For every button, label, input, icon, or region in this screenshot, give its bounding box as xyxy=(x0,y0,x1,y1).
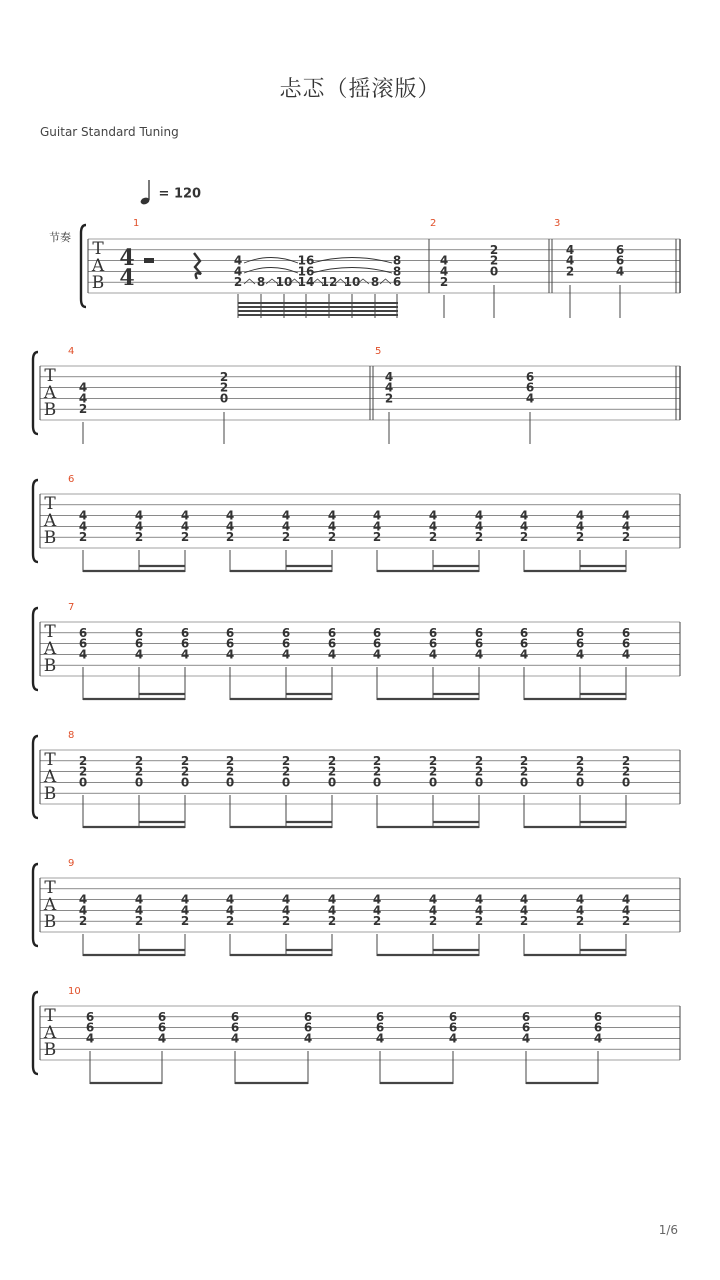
tuning-label: Guitar Standard Tuning xyxy=(40,125,179,139)
fret-number: 6 xyxy=(375,1009,385,1024)
tab-letter: B xyxy=(91,273,105,293)
tie-arc xyxy=(312,268,392,274)
fret-number: 2 xyxy=(575,753,585,768)
tab-letter: A xyxy=(43,895,57,915)
fret-number: 4 xyxy=(327,903,337,918)
fret-number: 4 xyxy=(372,892,382,907)
fret-number: 2 xyxy=(621,914,631,929)
fret-number: 4 xyxy=(621,892,631,907)
fret-number: 4 xyxy=(428,647,438,662)
fret-number: 4 xyxy=(575,519,585,534)
fret-number: 4 xyxy=(225,892,235,907)
fret-number: 0 xyxy=(519,775,529,790)
fret-number: 4 xyxy=(375,1031,385,1046)
fret-number: 2 xyxy=(78,530,88,545)
fret-number: 6 xyxy=(621,636,631,651)
fret-number: 12 xyxy=(320,275,338,290)
measure-number: 1 xyxy=(133,218,140,229)
fret-number: 6 xyxy=(134,625,144,640)
fret-number: 2 xyxy=(78,402,88,417)
fret-number: 2 xyxy=(134,530,144,545)
measure-number: 3 xyxy=(554,218,561,229)
fret-number: 6 xyxy=(575,636,585,651)
fret-number: 10 xyxy=(343,275,361,290)
fret-number: 0 xyxy=(489,264,499,279)
fret-number: 4 xyxy=(448,1031,458,1046)
system-bracket xyxy=(33,352,38,434)
fret-number: 16 xyxy=(297,264,315,279)
fret-number: 6 xyxy=(428,625,438,640)
fret-number: 2 xyxy=(281,530,291,545)
fret-number: 6 xyxy=(180,636,190,651)
slide-mark xyxy=(244,279,255,284)
fret-number: 6 xyxy=(327,636,337,651)
fret-number: 4 xyxy=(575,508,585,523)
fret-number: 4 xyxy=(225,903,235,918)
fret-number: 0 xyxy=(621,775,631,790)
fret-number: 2 xyxy=(519,753,529,768)
tab-letter: T xyxy=(44,366,56,386)
fret-number: 4 xyxy=(621,903,631,918)
tie-arc xyxy=(312,258,392,264)
tab-letter: T xyxy=(92,239,104,259)
fret-number: 4 xyxy=(474,508,484,523)
tab-letter: B xyxy=(43,656,57,676)
fret-number: 0 xyxy=(219,391,229,406)
fret-number: 4 xyxy=(78,519,88,534)
fret-number: 4 xyxy=(384,380,394,395)
fret-number: 4 xyxy=(593,1031,603,1046)
fret-number: 2 xyxy=(327,764,337,779)
fret-number: 6 xyxy=(78,625,88,640)
fret-number: 4 xyxy=(565,242,575,257)
fret-number: 4 xyxy=(157,1031,167,1046)
measure-number: 5 xyxy=(375,346,382,357)
tab-letter: B xyxy=(43,1040,57,1060)
fret-number: 2 xyxy=(621,753,631,768)
fret-number: 2 xyxy=(372,753,382,768)
fret-number: 4 xyxy=(575,892,585,907)
fret-number: 4 xyxy=(85,1031,95,1046)
fret-number: 2 xyxy=(575,530,585,545)
measure-number: 6 xyxy=(68,474,75,485)
tab-letter: T xyxy=(44,622,56,642)
fret-number: 2 xyxy=(180,753,190,768)
fret-number: 4 xyxy=(180,892,190,907)
fret-number: 2 xyxy=(565,264,575,279)
fret-number: 6 xyxy=(448,1009,458,1024)
fret-number: 2 xyxy=(281,764,291,779)
fret-number: 4 xyxy=(575,903,585,918)
fret-number: 4 xyxy=(134,519,144,534)
fret-number: 6 xyxy=(303,1009,313,1024)
fret-number: 4 xyxy=(474,647,484,662)
fret-number: 10 xyxy=(275,275,293,290)
fret-number: 2 xyxy=(372,764,382,779)
fret-number: 0 xyxy=(134,775,144,790)
measure-number: 9 xyxy=(68,858,75,869)
fret-number: 6 xyxy=(372,625,382,640)
fret-number: 2 xyxy=(474,753,484,768)
fret-number: 6 xyxy=(225,625,235,640)
fret-number: 2 xyxy=(439,275,449,290)
fret-number: 2 xyxy=(327,914,337,929)
fret-number: 2 xyxy=(428,753,438,768)
fret-number: 2 xyxy=(428,530,438,545)
tab-letter: B xyxy=(43,912,57,932)
measure-number: 7 xyxy=(68,602,75,613)
fret-number: 4 xyxy=(474,892,484,907)
fret-number: 2 xyxy=(134,764,144,779)
fret-number: 2 xyxy=(233,275,243,290)
fret-number: 2 xyxy=(474,530,484,545)
fret-number: 2 xyxy=(474,914,484,929)
fret-number: 2 xyxy=(372,530,382,545)
fret-number: 2 xyxy=(180,764,190,779)
fret-number: 6 xyxy=(230,1009,240,1024)
fret-number: 14 xyxy=(297,275,315,290)
fret-number: 4 xyxy=(519,647,529,662)
fret-number: 2 xyxy=(621,530,631,545)
fret-number: 4 xyxy=(372,519,382,534)
fret-number: 6 xyxy=(615,253,625,268)
fret-number: 4 xyxy=(519,519,529,534)
slide-mark xyxy=(380,279,391,284)
fret-number: 4 xyxy=(327,519,337,534)
fret-number: 0 xyxy=(575,775,585,790)
fret-number: 0 xyxy=(474,775,484,790)
fret-number: 4 xyxy=(180,519,190,534)
fret-number: 6 xyxy=(281,625,291,640)
tab-letter: B xyxy=(43,400,57,420)
fret-number: 6 xyxy=(448,1020,458,1035)
fret-number: 6 xyxy=(375,1020,385,1035)
tab-letter: A xyxy=(43,1023,57,1043)
fret-number: 4 xyxy=(615,264,625,279)
fret-number: 4 xyxy=(439,264,449,279)
fret-number: 6 xyxy=(474,636,484,651)
fret-number: 2 xyxy=(575,764,585,779)
fret-number: 6 xyxy=(85,1020,95,1035)
fret-number: 2 xyxy=(575,914,585,929)
time-signature-bottom: 4 xyxy=(119,265,135,291)
fret-number: 4 xyxy=(78,508,88,523)
fret-number: 6 xyxy=(78,636,88,651)
song-title: 忐忑（摇滚版） xyxy=(279,77,441,102)
fret-number: 4 xyxy=(233,264,243,279)
fret-number: 2 xyxy=(519,914,529,929)
fret-number: 4 xyxy=(78,391,88,406)
fret-number: 2 xyxy=(78,914,88,929)
measure-number: 8 xyxy=(68,730,75,741)
tab-letter: A xyxy=(43,639,57,659)
fret-number: 6 xyxy=(593,1009,603,1024)
fret-number: 6 xyxy=(303,1020,313,1035)
fret-number: 2 xyxy=(519,764,529,779)
fret-number: 4 xyxy=(233,253,243,268)
tab-letter: B xyxy=(43,528,57,548)
system-bracket xyxy=(33,992,38,1074)
fret-number: 4 xyxy=(134,892,144,907)
fret-number: 2 xyxy=(180,530,190,545)
fret-number: 6 xyxy=(230,1020,240,1035)
measure-number: 4 xyxy=(68,346,75,357)
fret-number: 6 xyxy=(474,625,484,640)
fret-number: 2 xyxy=(519,530,529,545)
fret-number: 6 xyxy=(392,275,402,290)
fret-number: 2 xyxy=(327,530,337,545)
tempo-value: = 120 xyxy=(158,186,202,202)
fret-number: 6 xyxy=(180,625,190,640)
fret-number: 2 xyxy=(327,753,337,768)
fret-number: 6 xyxy=(521,1009,531,1024)
fret-number: 4 xyxy=(575,647,585,662)
fret-number: 4 xyxy=(519,892,529,907)
fret-number: 4 xyxy=(521,1031,531,1046)
fret-number: 6 xyxy=(519,625,529,640)
fret-number: 2 xyxy=(225,764,235,779)
fret-number: 0 xyxy=(225,775,235,790)
fret-number: 6 xyxy=(157,1020,167,1035)
fret-number: 4 xyxy=(303,1031,313,1046)
fret-number: 6 xyxy=(225,636,235,651)
fret-number: 6 xyxy=(621,625,631,640)
fret-number: 4 xyxy=(428,508,438,523)
fret-number: 4 xyxy=(225,519,235,534)
tie-arc xyxy=(244,268,298,274)
fret-number: 0 xyxy=(78,775,88,790)
fret-number: 6 xyxy=(134,636,144,651)
fret-number: 4 xyxy=(78,380,88,395)
fret-number: 4 xyxy=(372,903,382,918)
fret-number: 4 xyxy=(474,903,484,918)
fret-number: 4 xyxy=(78,892,88,907)
fret-number: 4 xyxy=(78,647,88,662)
tab-letter: A xyxy=(43,383,57,403)
fret-number: 2 xyxy=(225,530,235,545)
fret-number: 4 xyxy=(428,903,438,918)
system-bracket xyxy=(33,608,38,690)
fret-number: 4 xyxy=(519,508,529,523)
tab-letter: B xyxy=(43,784,57,804)
fret-number: 2 xyxy=(219,369,229,384)
half-rest xyxy=(144,258,154,263)
fret-number: 4 xyxy=(565,253,575,268)
tie-arc xyxy=(244,258,298,264)
fret-number: 2 xyxy=(134,914,144,929)
fret-number: 6 xyxy=(525,369,535,384)
fret-number: 6 xyxy=(327,625,337,640)
instrument-label: 节奏 xyxy=(49,231,71,244)
fret-number: 0 xyxy=(327,775,337,790)
fret-number: 2 xyxy=(621,764,631,779)
fret-number: 4 xyxy=(372,647,382,662)
fret-number: 6 xyxy=(525,380,535,395)
fret-number: 2 xyxy=(281,753,291,768)
tab-letter: A xyxy=(43,511,57,531)
fret-number: 2 xyxy=(372,914,382,929)
fret-number: 2 xyxy=(180,914,190,929)
fret-number: 4 xyxy=(134,647,144,662)
fret-number: 4 xyxy=(281,647,291,662)
fret-number: 4 xyxy=(134,508,144,523)
fret-number: 4 xyxy=(225,508,235,523)
fret-number: 2 xyxy=(428,764,438,779)
fret-number: 8 xyxy=(392,253,402,268)
fret-number: 6 xyxy=(519,636,529,651)
fret-number: 4 xyxy=(621,508,631,523)
fret-number: 4 xyxy=(621,519,631,534)
fret-number: 2 xyxy=(78,753,88,768)
fret-number: 8 xyxy=(370,275,380,290)
fret-number: 6 xyxy=(428,636,438,651)
quarter-rest xyxy=(194,253,201,279)
fret-number: 6 xyxy=(281,636,291,651)
fret-number: 4 xyxy=(474,519,484,534)
fret-number: 0 xyxy=(180,775,190,790)
fret-number: 4 xyxy=(439,253,449,268)
fret-number: 2 xyxy=(78,764,88,779)
measure-number: 10 xyxy=(68,986,81,997)
tab-letter: T xyxy=(44,750,56,770)
fret-number: 2 xyxy=(384,391,394,406)
fret-number: 16 xyxy=(297,253,315,268)
fret-number: 4 xyxy=(428,892,438,907)
fret-number: 2 xyxy=(225,914,235,929)
fret-number: 8 xyxy=(256,275,266,290)
fret-number: 4 xyxy=(281,519,291,534)
fret-number: 4 xyxy=(134,903,144,918)
fret-number: 6 xyxy=(593,1020,603,1035)
fret-number: 4 xyxy=(372,508,382,523)
fret-number: 0 xyxy=(281,775,291,790)
fret-number: 2 xyxy=(489,242,499,257)
tab-letter: A xyxy=(91,256,105,276)
time-signature-top: 4 xyxy=(119,245,135,271)
fret-number: 6 xyxy=(615,242,625,257)
fret-number: 2 xyxy=(225,753,235,768)
fret-number: 4 xyxy=(281,903,291,918)
fret-number: 4 xyxy=(78,903,88,918)
measure-number: 2 xyxy=(430,218,437,229)
system-bracket xyxy=(33,864,38,946)
fret-number: 4 xyxy=(180,508,190,523)
fret-number: 6 xyxy=(85,1009,95,1024)
fret-number: 4 xyxy=(327,508,337,523)
fret-number: 8 xyxy=(392,264,402,279)
fret-number: 4 xyxy=(519,903,529,918)
fret-number: 2 xyxy=(134,753,144,768)
fret-number: 6 xyxy=(575,625,585,640)
fret-number: 4 xyxy=(525,391,535,406)
tab-letter: T xyxy=(44,878,56,898)
system-bracket xyxy=(33,736,38,818)
fret-number: 4 xyxy=(327,647,337,662)
fret-number: 4 xyxy=(384,369,394,384)
fret-number: 4 xyxy=(428,519,438,534)
fret-number: 4 xyxy=(180,647,190,662)
fret-number: 6 xyxy=(521,1020,531,1035)
fret-number: 2 xyxy=(428,914,438,929)
fret-number: 2 xyxy=(281,914,291,929)
fret-number: 4 xyxy=(621,647,631,662)
system-bracket xyxy=(33,480,38,562)
fret-number: 6 xyxy=(157,1009,167,1024)
fret-number: 4 xyxy=(281,508,291,523)
fret-number: 2 xyxy=(219,380,229,395)
fret-number: 4 xyxy=(225,647,235,662)
fret-number: 2 xyxy=(474,764,484,779)
fret-number: 0 xyxy=(372,775,382,790)
fret-number: 4 xyxy=(281,892,291,907)
fret-number: 2 xyxy=(489,253,499,268)
fret-number: 4 xyxy=(230,1031,240,1046)
fret-number: 6 xyxy=(372,636,382,651)
fret-number: 0 xyxy=(428,775,438,790)
tab-letter: T xyxy=(44,1006,56,1026)
tab-letter: T xyxy=(44,494,56,514)
page-number: 1/6 xyxy=(658,1223,678,1237)
system-bracket xyxy=(81,225,86,307)
fret-number: 4 xyxy=(180,903,190,918)
fret-number: 4 xyxy=(327,892,337,907)
tab-letter: A xyxy=(43,767,57,787)
